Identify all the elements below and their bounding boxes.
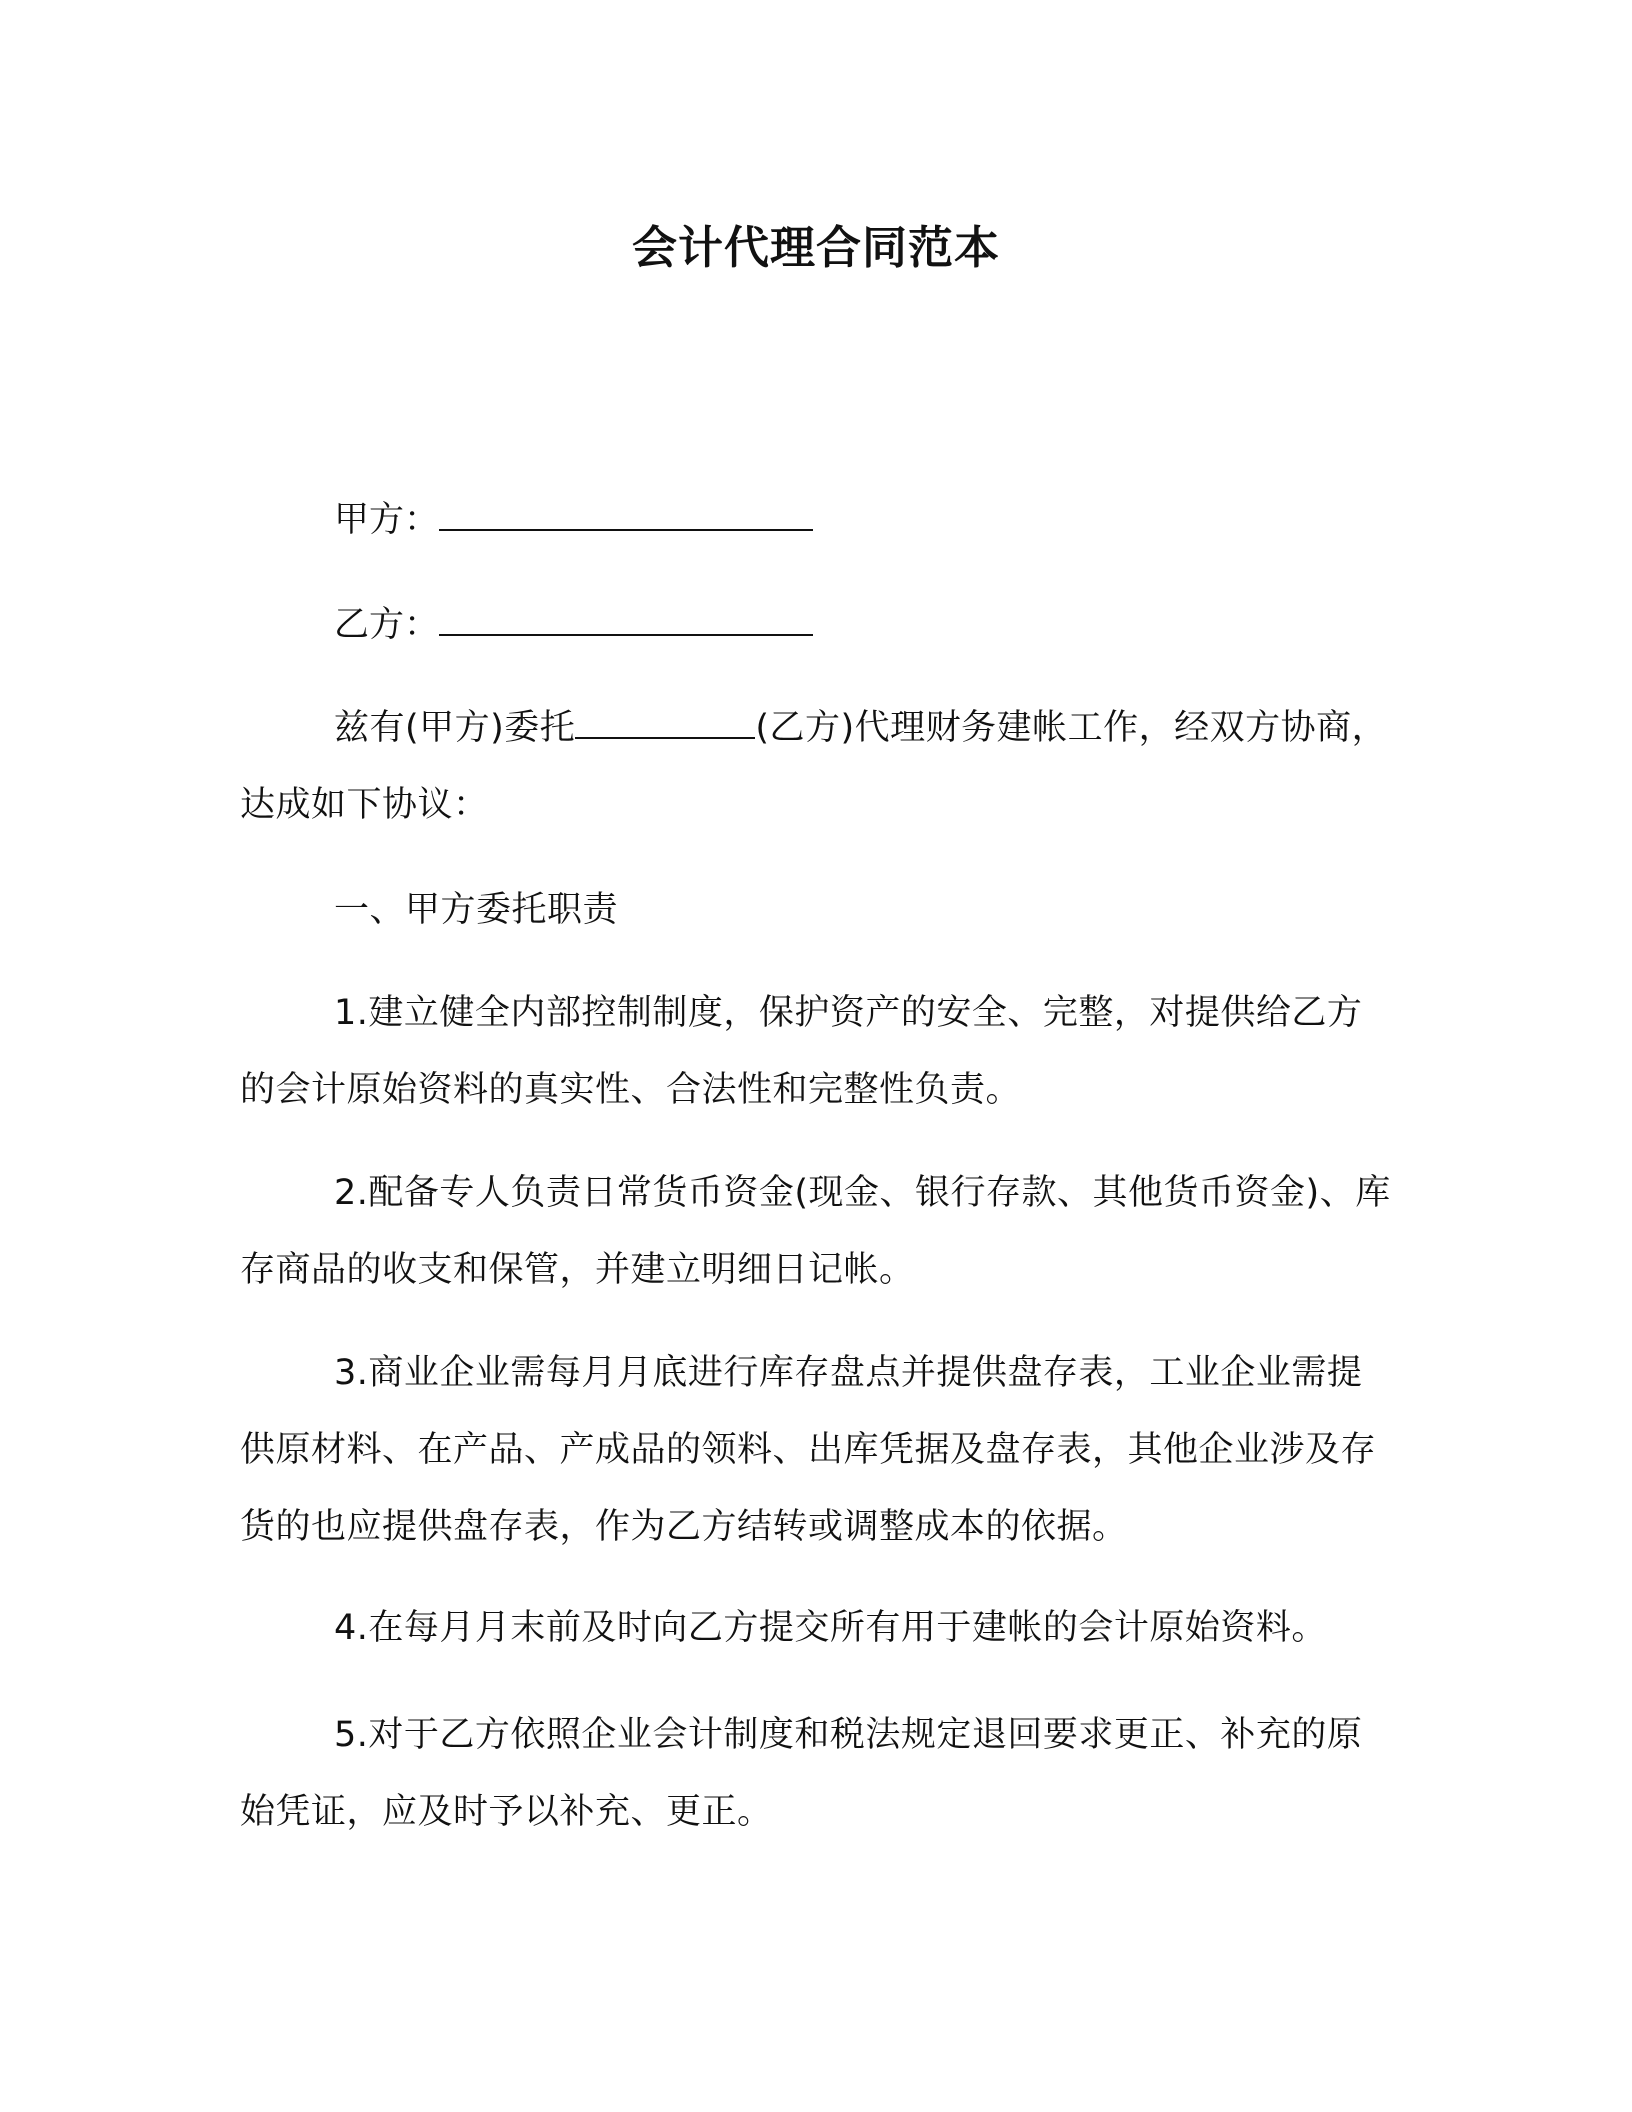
clause-3-text: 3.商业企业需每月月底进行库存盘点并提供盘存表，工业企业需提供原材料、在产品、产成品的领料、出库凭据及盘存表，其他企业涉及存货的也应提供盘存表，作为乙方结转或调整成本的依据。	[240, 1353, 1377, 1547]
section1-heading: 一、甲方委托职责	[334, 890, 619, 930]
clause-2-text: 2.配备专人负责日常货币资金(现金、银行存款、其他货币资金)、库存商品的收支和保管，并建立明细日记帐。	[240, 1173, 1391, 1290]
section1-heading-block	[240, 872, 1392, 949]
agent-name-blank	[575, 705, 755, 739]
party-a-line	[334, 490, 813, 550]
clause-2	[240, 1155, 1392, 1309]
party-b-line	[334, 595, 813, 655]
clause-4-text: 4.在每月月末前及时向乙方提交所有用于建帐的会计原始资料。	[334, 1608, 1327, 1648]
intro-paragraph	[240, 690, 1392, 844]
document-title: 会计代理合同范本	[631, 221, 1000, 274]
clause-1	[240, 975, 1392, 1129]
party-a-label: 甲方：	[334, 500, 440, 540]
intro-text-end: (乙方)代理财务建帐工作，经双方协商，达成如下协议：	[240, 708, 1388, 825]
clause-3	[240, 1335, 1392, 1566]
clause-5	[240, 1697, 1392, 1851]
party-a-blank	[439, 497, 813, 531]
party-b-blank	[439, 602, 813, 636]
clause-5-text: 5.对于乙方依照企业会计制度和税法规定退回要求更正、补充的原始凭证，应及时予以补充、更正。	[240, 1715, 1363, 1832]
party-b-label: 乙方：	[334, 605, 440, 645]
clause-4	[240, 1590, 1392, 1667]
intro-text-start: 兹有(甲方)委托	[334, 708, 576, 748]
clause-1-text: 1.建立健全内部控制制度，保护资产的安全、完整，对提供给乙方的会计原始资料的真实性、合法性和完整性负责。	[240, 993, 1363, 1110]
